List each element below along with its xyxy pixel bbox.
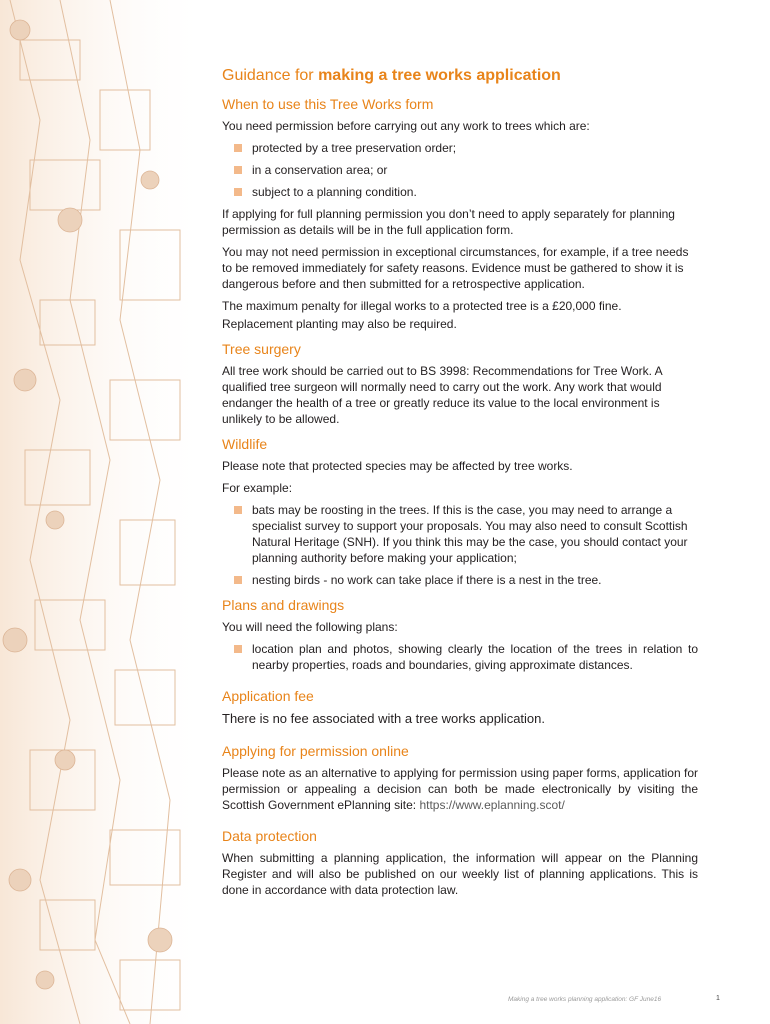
footer-text: Making a tree works planning application: GF June16	[508, 996, 662, 1003]
heading-tree-surgery: Tree surgery	[222, 341, 301, 357]
list-item: protected by a tree preservation order;	[222, 140, 698, 156]
eplanning-link[interactable]: https://www.eplanning.scot/	[419, 798, 565, 812]
square-bullet-icon	[234, 188, 242, 196]
square-bullet-icon	[234, 576, 242, 584]
heading-apply-online: Applying for permission online	[222, 743, 409, 759]
heading-wildlife: Wildlife	[222, 436, 268, 452]
background-map-illustration	[0, 0, 210, 1024]
paragraph: When submitting a planning application, the information will appear on the Planning Register and will also be published on our weekly list of planning applications. This is done in accordance with data protection law.	[222, 851, 698, 897]
paragraph: Please note that protected species may be affected by tree works.	[222, 459, 573, 473]
paragraph: Please note as an alternative to applying for permission using paper forms, application for permission or appealing a decision can both be made electronically by visiting the Scottish Government ePlanning site: https://www.eplanning.scot/	[222, 766, 698, 812]
paragraph: Replacement planting may also be required.	[222, 317, 457, 331]
paragraph: For example:	[222, 481, 293, 495]
list-item: location plan and photos, showing clearly the location of the trees in relation to nearby properties, roads and boundaries, giving approximate distances.	[222, 641, 698, 673]
document-title: Guidance for making a tree works application	[222, 67, 561, 84]
heading-plans-drawings: Plans and drawings	[222, 597, 345, 613]
document-body	[222, 66, 698, 904]
paragraph: There is no fee associated with a tree works application.	[222, 711, 546, 726]
paragraph: You may not need permission in exceptional circumstances, for example, if a tree needs to be removed immediately for safety reasons. Evidence must be gathered to show it is dangerous before and then submitted for a retrospective application.	[222, 245, 689, 291]
paragraph: You need permission before carrying out any work to trees which are:	[222, 119, 590, 133]
bullet-list	[222, 140, 698, 200]
paragraph: If applying for full planning permission you don’t need to apply separately for planning permission as details will be in the full application form.	[222, 207, 675, 237]
heading-application-fee: Application fee	[222, 688, 314, 704]
list-item: in a conservation area; or	[222, 162, 698, 178]
square-bullet-icon	[234, 506, 242, 514]
square-bullet-icon	[234, 645, 242, 653]
square-bullet-icon	[234, 144, 242, 152]
bullet-list	[222, 641, 698, 673]
square-bullet-icon	[234, 166, 242, 174]
list-item: bats may be roosting in the trees. If this is the case, you may need to arrange a specialist survey to support your proposals. You may also need to consult Scottish Natural Heritage (SNH). If you think this may be the case, you should contact your planning authority before making your application;	[222, 502, 698, 566]
page-number: 1	[716, 995, 720, 1002]
list-item: subject to a planning condition.	[222, 184, 698, 200]
list-item: nesting birds - no work can take place if there is a nest in the tree.	[222, 572, 698, 588]
heading-data-protection: Data protection	[222, 828, 317, 844]
bullet-list	[222, 502, 698, 588]
paragraph: All tree work should be carried out to BS 3998: Recommendations for Tree Work. A qualified tree surgeon will normally need to carry out the work. Any work that would endanger the health of a tree or greatly reduce its value to the local environment is unlikely to be allowed.	[222, 364, 662, 426]
heading-when-to-use: When to use this Tree Works form	[222, 96, 434, 112]
paragraph: The maximum penalty for illegal works to a protected tree is a £20,000 fine.	[222, 299, 622, 313]
paragraph: You will need the following plans:	[222, 620, 398, 634]
